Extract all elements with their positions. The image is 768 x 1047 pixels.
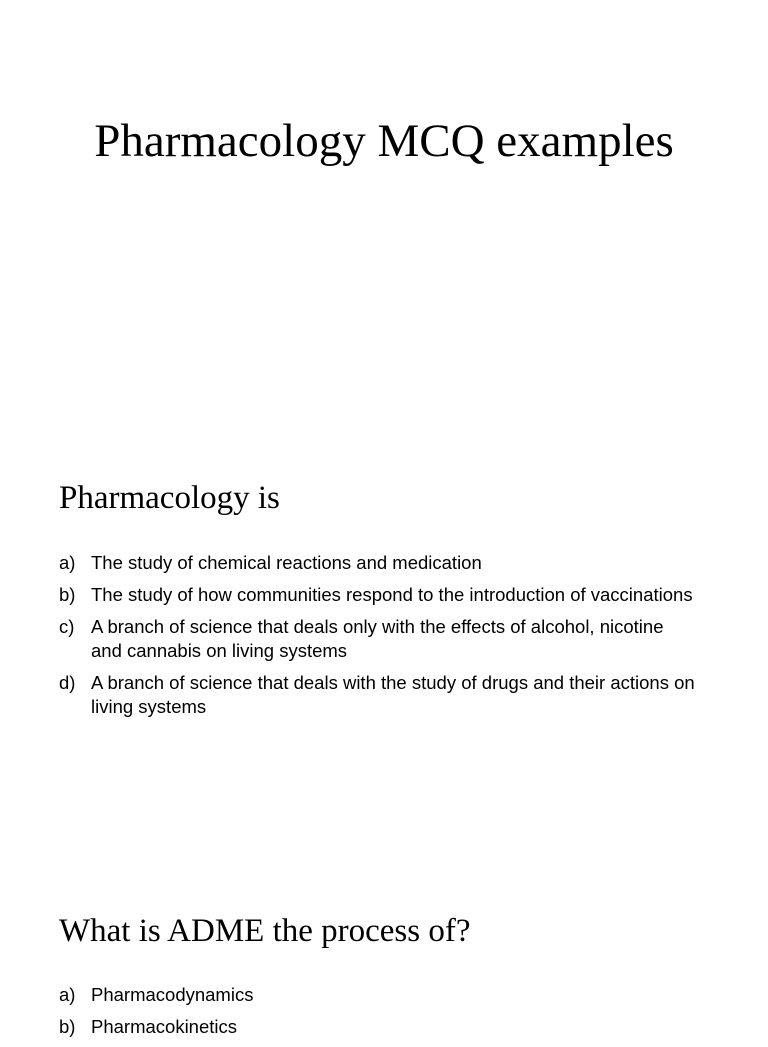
title-slide — [0, 0, 768, 432]
option-text: Pharmacokinetics — [91, 1016, 238, 1037]
answer-option-a — [59, 983, 699, 1007]
question-heading: What is ADME the process of? — [59, 913, 471, 949]
option-text: The study of chemical reactions and medication — [91, 552, 482, 573]
answer-option-d — [59, 671, 699, 719]
option-marker: b) — [59, 584, 76, 605]
option-marker: a) — [59, 984, 76, 1005]
answer-options — [59, 551, 699, 727]
answer-option-b — [59, 1015, 699, 1039]
question-slide-1 — [0, 432, 768, 864]
option-marker: c) — [59, 616, 75, 637]
answer-option-c — [59, 615, 699, 663]
option-marker: b) — [59, 1016, 76, 1037]
option-text: The study of how communities respond to the introduction of vaccinations — [91, 584, 693, 605]
question-heading: Pharmacology is — [59, 480, 280, 516]
option-text: Pharmacodynamics — [91, 984, 254, 1005]
answer-option-a — [59, 551, 699, 575]
answer-option-b — [59, 583, 699, 607]
document-title: Pharmacology MCQ examples — [94, 115, 674, 167]
option-text: A branch of science that deals with the study of drugs and their actions on living systems — [91, 672, 695, 717]
option-marker: a) — [59, 552, 76, 573]
option-marker: d) — [59, 672, 76, 693]
answer-options — [59, 983, 699, 1047]
question-slide-2 — [0, 864, 768, 1037]
option-text: A branch of science that deals only with the effects of alcohol, nicotine and cannabis on living systems — [91, 616, 664, 661]
